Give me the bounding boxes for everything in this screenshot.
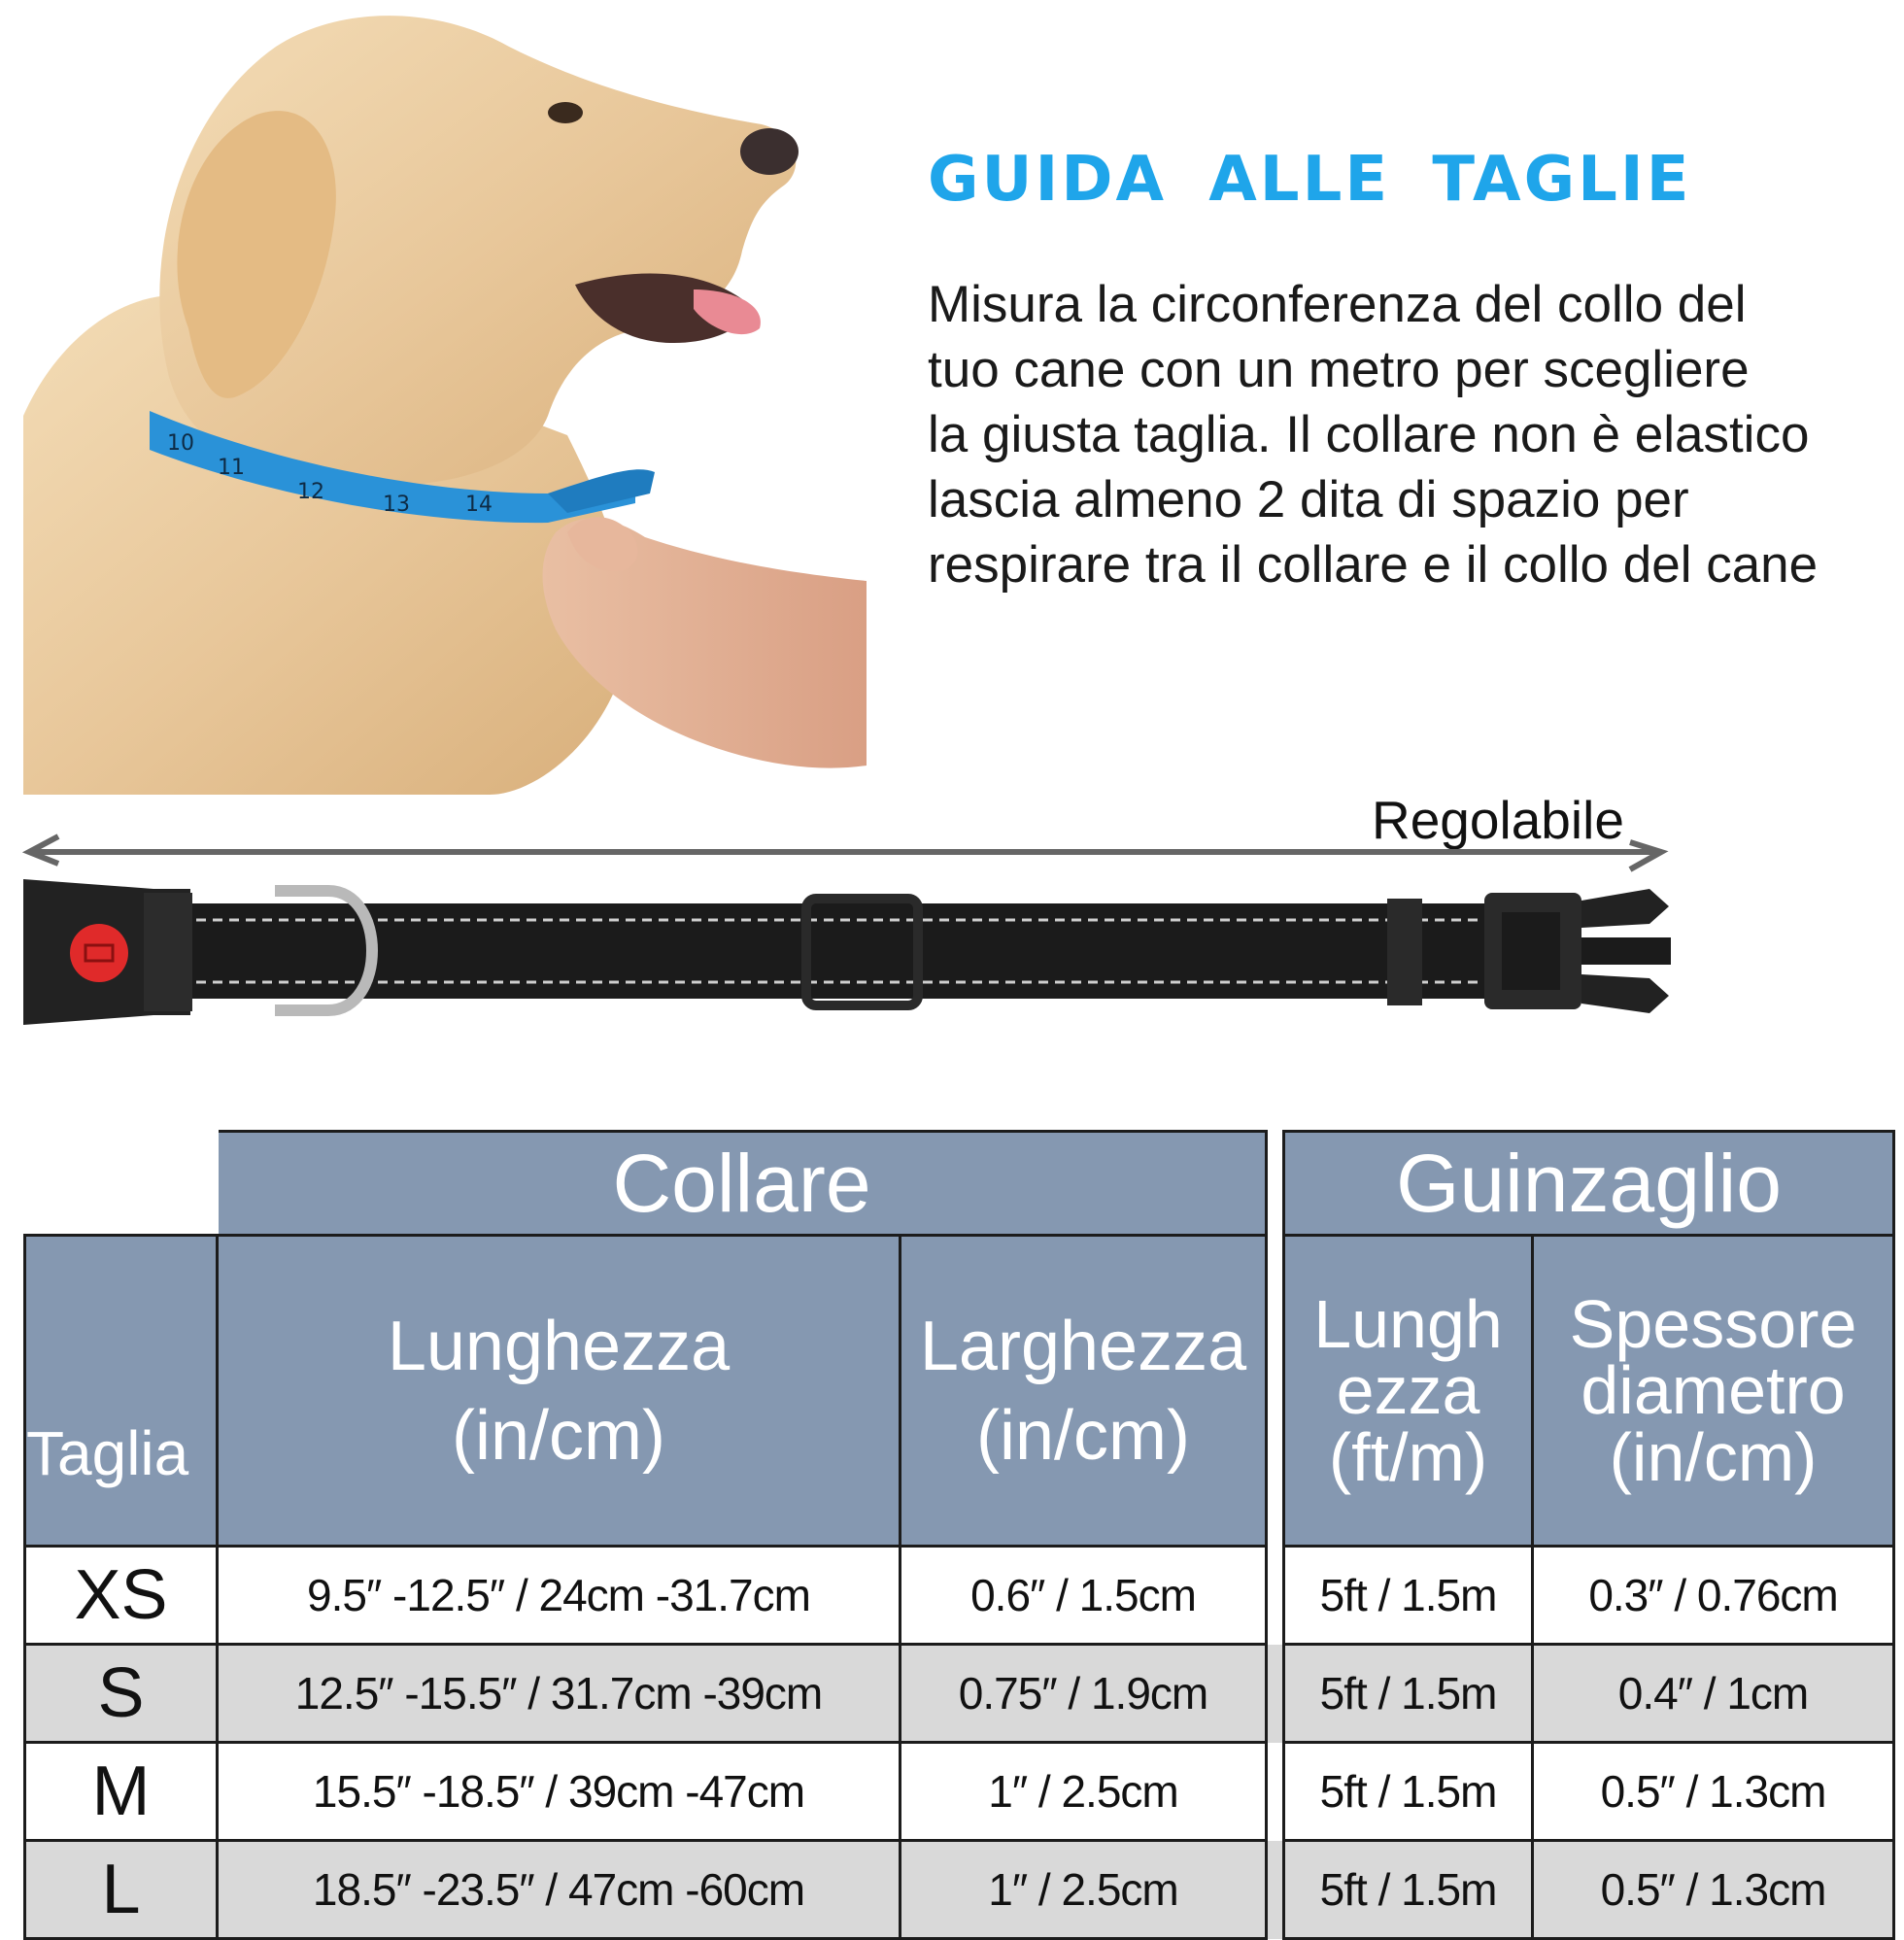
tape-mark: 10 — [167, 431, 194, 456]
tape-mark: 14 — [465, 493, 493, 517]
collar-length-cell: 18.5″ -23.5″ / 47cm -60cm — [218, 1841, 901, 1939]
size-cell: M — [25, 1743, 218, 1841]
leash-thickness-header: Spessore diametro (in/cm) — [1533, 1236, 1894, 1547]
description-line: respirare tra il collare e il collo del cane — [928, 536, 1819, 594]
table-row — [25, 1645, 1894, 1743]
collar-length-header: Lunghezza (in/cm) — [218, 1236, 901, 1547]
leash-thickness-cell: 0.3″ / 0.76cm — [1533, 1547, 1894, 1645]
leash-thickness-cell: 0.5″ / 1.3cm — [1533, 1743, 1894, 1841]
adjustable-label: Regolabile — [1372, 790, 1624, 850]
size-column-header: Taglia — [25, 1236, 218, 1547]
leash-thickness-cell: 0.4″ / 1cm — [1533, 1645, 1894, 1743]
collar-length-cell: 9.5″ -12.5″ / 24cm -31.7cm — [218, 1547, 901, 1645]
tape-mark: 11 — [218, 456, 245, 480]
collar-width-header: Larghezza (in/cm) — [901, 1236, 1267, 1547]
collar-group-header: Collare — [218, 1132, 1267, 1236]
leash-thickness-cell: 0.5″ / 1.3cm — [1533, 1841, 1894, 1939]
table-row — [25, 1841, 1894, 1939]
collar-width-cell: 0.75″ / 1.9cm — [901, 1645, 1267, 1743]
size-cell: S — [25, 1645, 218, 1743]
dog-eye — [548, 102, 583, 123]
tape-mark: 13 — [383, 493, 410, 517]
collar-width-cell: 1″ / 2.5cm — [901, 1841, 1267, 1939]
table-row — [25, 1743, 1894, 1841]
table-row — [25, 1547, 1894, 1645]
size-guide-description — [928, 272, 1889, 597]
dog-measuring-photo — [23, 8, 867, 795]
description-line: tuo cane con un metro per scegliere — [928, 341, 1750, 398]
leash-length-header: Lungh ezza (ft/m) — [1284, 1236, 1533, 1547]
adjustable-arrow — [29, 836, 1661, 869]
tape-mark: 12 — [297, 480, 324, 504]
leash-length-cell: 5ft / 1.5m — [1284, 1547, 1533, 1645]
description-line: Misura la circonferenza del collo del — [928, 276, 1747, 333]
collar-width-cell: 1″ / 2.5cm — [901, 1743, 1267, 1841]
leash-length-cell: 5ft / 1.5m — [1284, 1841, 1533, 1939]
leash-length-cell: 5ft / 1.5m — [1284, 1743, 1533, 1841]
leash-group-header: Guinzaglio — [1284, 1132, 1894, 1236]
page-title: GUIDA ALLE TAGLIE — [928, 144, 1692, 216]
dog-nose — [740, 128, 799, 175]
strap-keeper — [1387, 899, 1422, 1005]
collar-length-cell: 12.5″ -15.5″ / 31.7cm -39cm — [218, 1645, 901, 1743]
leash-length-cell: 5ft / 1.5m — [1284, 1645, 1533, 1743]
size-cell: XS — [25, 1547, 218, 1645]
description-line: lascia almeno 2 dita di spazio per — [928, 471, 1689, 528]
description-line: la giusta taglia. Il collare non è elastico — [928, 406, 1810, 463]
collar-width-cell: 0.6″ / 1.5cm — [901, 1547, 1267, 1645]
collar-length-cell: 15.5″ -18.5″ / 39cm -47cm — [218, 1743, 901, 1841]
size-cell: L — [25, 1841, 218, 1939]
size-chart-table — [23, 1130, 1895, 1940]
release-button — [70, 924, 128, 982]
collar-illustration — [17, 831, 1688, 1035]
